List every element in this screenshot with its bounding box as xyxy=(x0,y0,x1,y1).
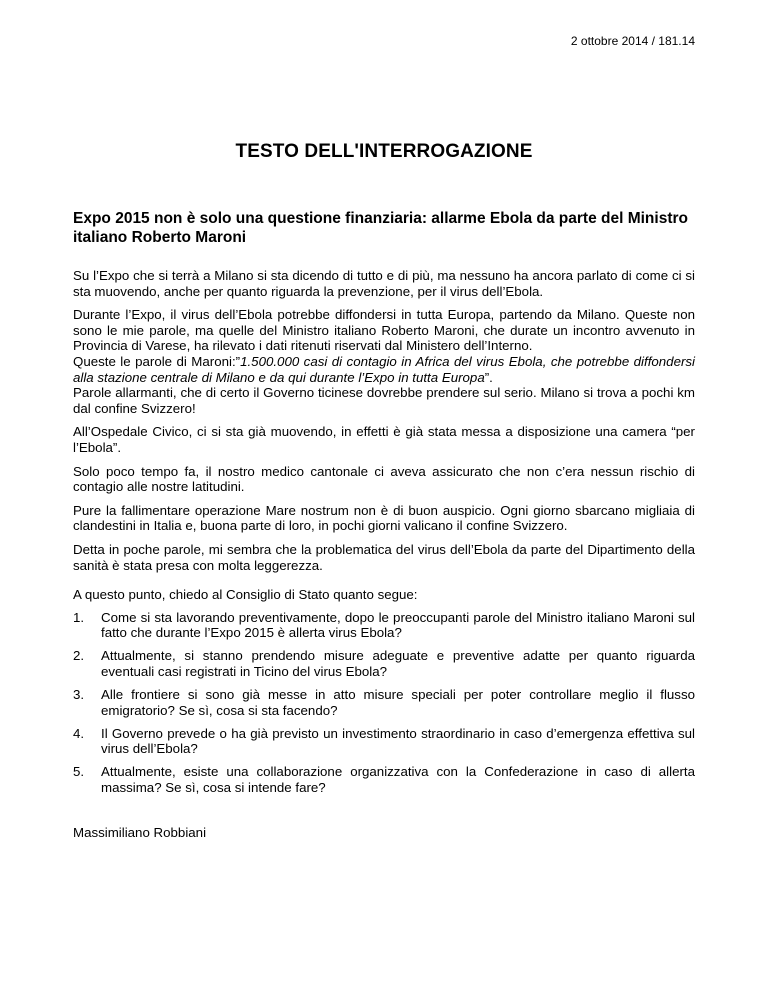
document-title: TESTO DELL'INTERROGAZIONE xyxy=(235,141,533,162)
question-item xyxy=(73,648,695,679)
question-number: 2. xyxy=(73,648,85,664)
question-number: 1. xyxy=(73,609,85,625)
question-text: Attualmente, si stanno prendendo misure adeguate e preventive adatte per quanto riguarda eventuali casi registrati in Ticino del virus Ebola? xyxy=(101,648,695,679)
quote-close: ”. xyxy=(484,369,493,385)
author-signature: Massimiliano Robbiani xyxy=(73,824,207,840)
maroni-quote: 1.500.000 casi di contagio in Africa del virus Ebola, che potrebbe diffondersi alla stazione centrale di Milano e da qui durante l’Expo in tutta Europa xyxy=(73,353,695,385)
paragraph-intro: Su l’Expo che si terrà a Milano si sta dicendo di tutto e di più, ma nessuno ha ancora parlato di come ci si sta muovendo, anche per quanto riguarda la prevenzione, per il virus dell’Ebola. xyxy=(73,268,695,299)
paragraph-mare-nostrum: Pure la fallimentare operazione Mare nostrum non è di buon auspicio. Ogni giorno sbarcano migliaia di clandestini in Italia e, buona parte di loro, in pochi giorni valicano il confine Svizzero. xyxy=(73,502,695,534)
question-text: Alle frontiere si sono già messe in atto misure speciali per poter controllare meglio il flusso emigratorio? Se sì, cosa si sta facendo? xyxy=(101,687,695,718)
date-reference: 2 ottobre 2014 / 181.14 xyxy=(570,34,695,48)
question-item xyxy=(73,610,695,641)
document-body xyxy=(73,209,695,840)
paragraph-maroni-quote-line xyxy=(73,354,695,385)
questions-list xyxy=(73,610,695,796)
question-number: 4. xyxy=(73,725,85,741)
paragraph-maroni xyxy=(73,307,695,416)
question-item xyxy=(73,687,695,718)
paragraph-maroni-context: Durante l’Expo, il virus dell’Ebola potrebbe diffondersi in tutta Europa, partendo da Milano. Queste non sono le mie parole, ma quelle del Ministro italiano Roberto Maroni, che durate un incontro avvenuto in Provincia di Varese, ha rilevato i dati ritenuti riservati dal Ministero dell’Interno. xyxy=(73,307,695,354)
question-number: 3. xyxy=(73,687,85,703)
paragraph-conclusion: Detta in poche parole, mi sembra che la problematica del virus dell’Ebola da parte del Dipartimento della sanità è stata presa con molta leggerezza. xyxy=(73,541,695,573)
paragraph-maroni-comment: Parole allarmanti, che di certo il Governo ticinese dovrebbe prendere sul serio. Milano si trova a pochi km dal confine Svizzero! xyxy=(73,385,695,416)
paragraph-medical-officer: Solo poco tempo fa, il nostro medico cantonale ci aveva assicurato che non c’era nessun rischio di contagio alle nostre latitudini. xyxy=(73,463,695,495)
questions-intro: A questo punto, chiedo al Consiglio di Stato quanto segue: xyxy=(73,587,418,603)
question-item xyxy=(73,764,695,795)
quote-lead: Queste le parole di Maroni:” xyxy=(73,353,241,369)
question-text: Il Governo prevede o ha già previsto un investimento straordinario in caso d’emergenza effettiva sul virus dell’Ebola? xyxy=(101,725,695,757)
question-item xyxy=(73,726,695,757)
question-number: 5. xyxy=(73,764,85,780)
subject-heading: Expo 2015 non è solo una questione finanziaria: allarme Ebola da parte del Ministro italiano Roberto Maroni xyxy=(73,210,688,246)
question-text: Attualmente, esiste una collaborazione organizzativa con la Confederazione in caso di allerta massima? Se sì, cosa si intende fare? xyxy=(101,764,695,796)
question-text: Come si sta lavorando preventivamente, dopo le preoccupanti parole del Ministro italiano Maroni sul fatto che durante l’Expo 2015 è allerta virus Ebola? xyxy=(101,609,695,641)
paragraph-hospital: All’Ospedale Civico, ci si sta già muovendo, in effetti è già stata messa a disposizione una camera “per l’Ebola”. xyxy=(73,424,695,455)
